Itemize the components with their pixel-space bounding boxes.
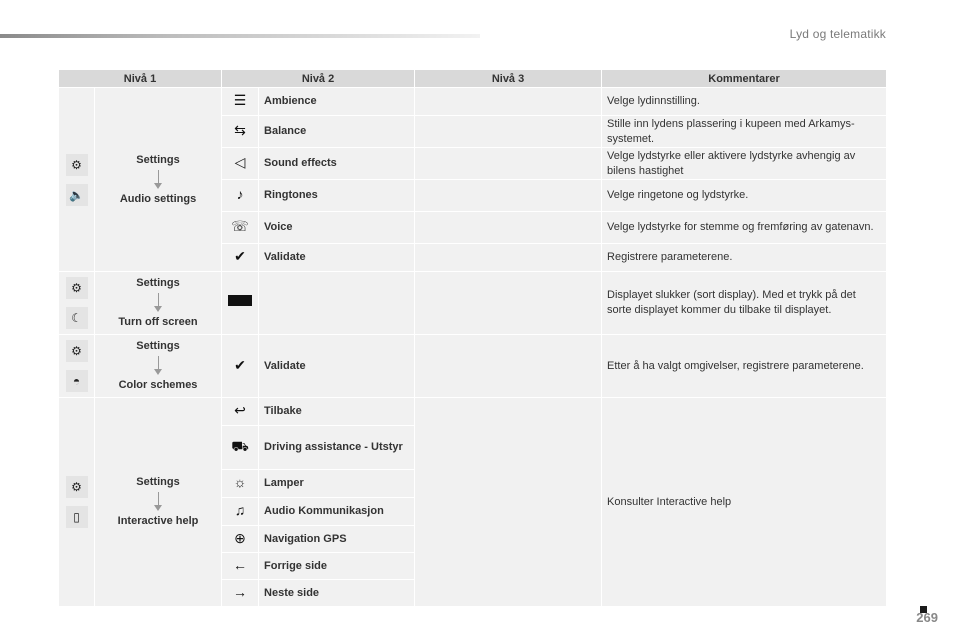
color-icon: ◓ [66, 370, 88, 392]
comment-cell: Konsulter Interactive help [602, 398, 887, 607]
page-number: 269 [916, 610, 938, 625]
black-screen-icon [228, 295, 252, 306]
level2-label: Audio Kommunikasjon [259, 498, 415, 526]
level1-icons [59, 335, 95, 398]
level1-icons [59, 88, 95, 272]
comment-cell: Velge lydstyrke eller aktivere lydstyrke avhengig av bilens hastighet [602, 148, 887, 180]
level1-turn-off-screen-label: Turn off screen [118, 316, 198, 328]
level1-settings-label: Settings [136, 476, 180, 488]
table-row [59, 88, 887, 116]
level2-label: Tilbake [259, 398, 415, 426]
driving-assistance-icon: ⛟ [231, 438, 249, 454]
menu-table [58, 69, 887, 607]
level3-cell [415, 180, 602, 212]
level1-interactive-help-label: Interactive help [117, 515, 199, 527]
audio-communication-icon: ♫ [234, 502, 246, 518]
header-comments: Kommentarer [602, 70, 887, 88]
level2-label: Neste side [259, 580, 415, 607]
help-icon: ▯ [66, 506, 88, 528]
level2-label: Driving assistance - Utstyr [259, 426, 415, 470]
level2-label: Lamper [259, 470, 415, 498]
header-level1: Nivå 1 [59, 70, 222, 88]
header-level3: Nivå 3 [415, 70, 602, 88]
arrow-down-icon [158, 293, 159, 307]
settings-icon: ⚙ [66, 476, 88, 498]
header-bar [0, 34, 480, 38]
navigation-icon: ⊕ [234, 529, 246, 546]
arrow-down-icon [158, 492, 159, 506]
comment-cell: Velge ringetone og lydstyrke. [602, 180, 887, 212]
header-level2: Nivå 2 [222, 70, 415, 88]
level2-label: Voice [259, 212, 415, 244]
level1-cell [95, 88, 222, 272]
level3-cell [415, 148, 602, 180]
level3-cell [415, 272, 602, 335]
level2-label: Sound effects [259, 148, 415, 180]
section-title: Lyd og telematikk [789, 27, 886, 41]
level3-cell [415, 212, 602, 244]
comment-cell: Stille inn lydens plassering i kupeen med Arkamys-systemet. [602, 116, 887, 148]
arrow-left-icon: ← [233, 556, 248, 573]
comment-cell: Etter å ha valgt omgivelser, registrere parameterene. [602, 335, 887, 398]
comment-cell: Displayet slukker (sort display). Med et trykk på det sorte displayet kommer du tilbake til displayet. [602, 272, 887, 335]
level2-label: Navigation GPS [259, 526, 415, 553]
level2-label: Validate [259, 244, 415, 272]
moon-icon: ☾ [66, 307, 88, 329]
level3-cell [415, 244, 602, 272]
level2-cell [259, 272, 415, 335]
level1-icons [59, 398, 95, 607]
arrow-right-icon: → [233, 583, 248, 600]
level3-cell [415, 335, 602, 398]
table-header-row [59, 70, 887, 88]
level2-label: Ringtones [259, 180, 415, 212]
level1-settings-label: Settings [136, 153, 180, 166]
voice-icon: ☏ [231, 218, 249, 234]
level2-label: Validate [259, 335, 415, 398]
ambience-icon: ☰ [233, 92, 247, 108]
back-icon: ↩ [234, 402, 246, 418]
table-row [59, 272, 887, 335]
settings-icon: ⚙ [66, 277, 88, 299]
level1-icons [59, 272, 95, 335]
comment-cell: Velge lydinnstilling. [602, 88, 887, 116]
lamps-icon: ☼ [233, 474, 247, 490]
level2-label: Forrige side [259, 553, 415, 580]
balance-icon: ⇆ [234, 122, 246, 138]
level2-label: Balance [259, 116, 415, 148]
comment-cell: Registrere parameterene. [602, 244, 887, 272]
level1-color-schemes-label: Color schemes [118, 379, 198, 391]
level3-cell [415, 88, 602, 116]
level2-label: Ambience [259, 88, 415, 116]
arrow-down-icon [158, 170, 159, 184]
level1-audio-settings-label: Audio settings [119, 192, 197, 205]
level1-settings-label: Settings [136, 340, 180, 352]
settings-icon: ⚙ [66, 154, 88, 176]
sound-icon: 🔈 [66, 184, 88, 206]
check-icon: ✔ [234, 356, 246, 373]
check-icon: ✔ [234, 248, 246, 264]
table-row [59, 398, 887, 426]
table-row [59, 335, 887, 398]
level3-cell [415, 398, 602, 607]
level1-settings-label: Settings [136, 277, 180, 289]
level3-cell [415, 116, 602, 148]
level1-cell [95, 272, 222, 335]
sound-effects-icon: ◁ [234, 154, 246, 170]
comment-cell: Velge lydstyrke for stemme og fremføring av gatenavn. [602, 212, 887, 244]
settings-icon: ⚙ [66, 340, 88, 362]
level1-cell [95, 335, 222, 398]
ringtones-icon: ♪ [236, 186, 244, 202]
arrow-down-icon [158, 356, 159, 370]
level1-cell [95, 398, 222, 607]
